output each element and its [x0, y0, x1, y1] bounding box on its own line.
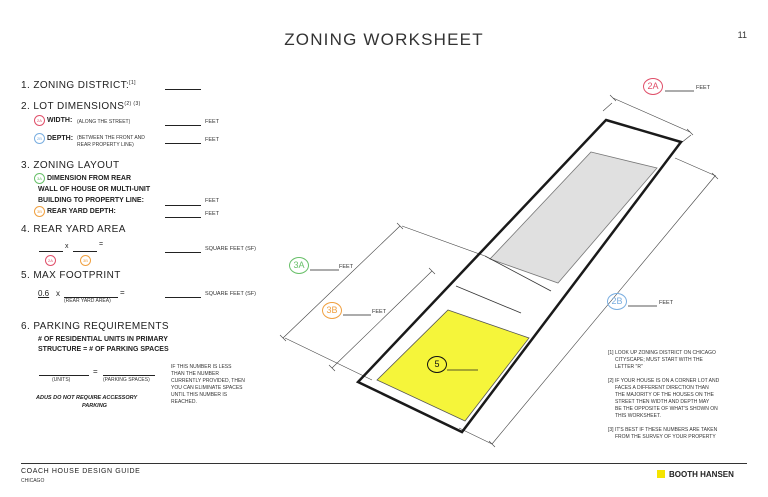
parking-hint-line: REACHED. [171, 399, 197, 405]
rear-dimension-line [283, 226, 400, 338]
width-badge-icon: 2A [34, 115, 45, 126]
rear-dimension-line-2: WALL OF HOUSE OR MULTI-UNIT [38, 186, 151, 193]
parking-hint-line: THAN THE NUMBER [171, 371, 219, 377]
max-footprint-unit: SQUARE FEET (SF) [205, 291, 256, 297]
max-footprint-area [377, 310, 529, 421]
area-depth-badge-icon: 3B [80, 255, 91, 266]
area-width-badge-icon: 2A [45, 255, 56, 266]
units-sublabel: (UNITS) [52, 377, 71, 383]
zoning-district-note: [1] [129, 80, 136, 86]
zoning-layout-heading: 3. ZONING LAYOUT [21, 160, 120, 171]
rear-dimension-badge-icon: 3A [34, 173, 45, 184]
depth-badge-icon: 2B [34, 133, 45, 144]
depth-description-1: (BETWEEN THE FRONT AND [77, 135, 145, 141]
page-number: 11 [737, 30, 747, 40]
footer-divider [21, 463, 747, 464]
diagram-5-badge-icon: 5 [427, 356, 447, 373]
diagram-3b-badge-icon: 3B [322, 302, 342, 319]
width-description: (ALONG THE STREET) [77, 119, 131, 125]
max-footprint-heading: 5. MAX FOOTPRINT [21, 270, 121, 281]
depth-description-2: REAR PROPERTY LINE) [77, 142, 134, 148]
equals-sign: = [99, 241, 104, 248]
rear-yard-line [456, 286, 521, 313]
page-title: ZONING WORKSHEET [284, 30, 484, 49]
parking-rule-line-1: # OF RESIDENTIAL UNITS IN PRIMARY [38, 336, 168, 343]
diagram-3a-badge-icon: 3A [289, 257, 309, 274]
lot-dimensions-label: 2. LOT DIMENSIONS [21, 101, 125, 112]
rear-yard-area-heading: 4. REAR YARD AREA [21, 224, 126, 235]
brand-logo [657, 470, 734, 479]
parking-hint-line: CURRENTLY PROVIDED, THEN [171, 378, 245, 384]
width-label: WIDTH: [47, 117, 73, 124]
rear-yard-area-unit: SQUARE FEET (SF) [205, 246, 256, 252]
parking-requirements-heading: 6. PARKING REQUIREMENTS [21, 321, 169, 332]
rear-dimension-line-3: BUILDING TO PROPERTY LINE: [38, 197, 144, 204]
rear-dimension-line-1: DIMENSION FROM REAR [47, 175, 131, 182]
diagram-2a-badge-icon: 2A [643, 78, 663, 95]
width-unit: FEET [205, 119, 220, 125]
width-dimension-line [613, 98, 690, 132]
footnotes [608, 350, 758, 441]
parking-hint-line: UNTIL THIS NUMBER IS [171, 392, 228, 398]
footprint-factor: 0.6 [38, 289, 50, 298]
footnote-line: STREET THEN WIDTH AND DEPTH MAY [615, 399, 710, 405]
footnote-line: [3] IT'S BEST IF THESE NUMBERS ARE TAKEN [608, 427, 718, 433]
diagram-3a-unit: FEET [339, 264, 354, 270]
diagram-3b-unit: FEET [372, 309, 387, 315]
lot-dimensions-note: (2) (3) [124, 101, 141, 107]
depth-unit: FEET [205, 137, 220, 143]
footnote-line: CITYSCAPE; MUST START WITH THE [615, 357, 703, 363]
footnote-line: [1] LOOK UP ZONING DISTRICT ON CHICAGO [608, 350, 716, 356]
footprint-area-sublabel: (REAR YARD AREA) [64, 298, 111, 304]
footnote-line: FACES A DIFFERENT DIRECTION THAN [615, 385, 709, 391]
diagram-2b-badge-icon: 2B [607, 293, 627, 310]
times-sign: x [65, 243, 69, 250]
diagram-2b-unit: FEET [659, 300, 674, 306]
footnote-line: BE THE OPPOSITE OF WHAT'S SHOWN ON [615, 406, 718, 412]
footnote-line: LETTER "R" [615, 364, 643, 370]
footnote-line: [2] IF YOUR HOUSE IS ON A CORNER LOT AND [608, 378, 720, 384]
footer-city: CHICAGO [21, 478, 45, 484]
rear-dimension-unit: FEET [205, 198, 220, 204]
footnote-line: THE MAJORITY OF THE HOUSES ON THE [615, 392, 714, 398]
footnote-line: THIS WORKSHEET. [615, 413, 661, 419]
footnote-line: FROM THE SURVEY OF YOUR PROPERTY [615, 434, 716, 440]
parking-equals-sign: = [93, 367, 98, 376]
rear-yard-depth-unit: FEET [205, 211, 220, 217]
parking-hint-line: IF THIS NUMBER IS LESS [171, 364, 232, 370]
footer-title: COACH HOUSE DESIGN GUIDE [21, 468, 141, 475]
parking-spaces-sublabel: (PARKING SPACES) [103, 377, 150, 383]
brand-square-icon [657, 470, 665, 478]
adu-note-line-1: ADUS DO NOT REQUIRE ACCESSORY [36, 395, 138, 401]
depth-label: DEPTH: [47, 135, 74, 142]
parking-hint-line: YOU CAN ELIMINATE SPACES [171, 385, 243, 391]
zoning-district-label: 1. ZONING DISTRICT: [21, 80, 130, 91]
parking-rule-line-2: STRUCTURE = # OF PARKING SPACES [38, 346, 169, 353]
diagram-2a-unit: FEET [696, 85, 711, 91]
rear-yard-depth-badge-icon: 3B [34, 206, 45, 217]
rear-yard-depth-label: REAR YARD DEPTH: [47, 208, 116, 215]
footprint-equals-sign: = [120, 288, 125, 297]
adu-note-line-2: PARKING [82, 403, 107, 409]
brand-name: BOOTH HANSEN [669, 470, 734, 479]
footprint-times-sign: x [56, 289, 60, 298]
